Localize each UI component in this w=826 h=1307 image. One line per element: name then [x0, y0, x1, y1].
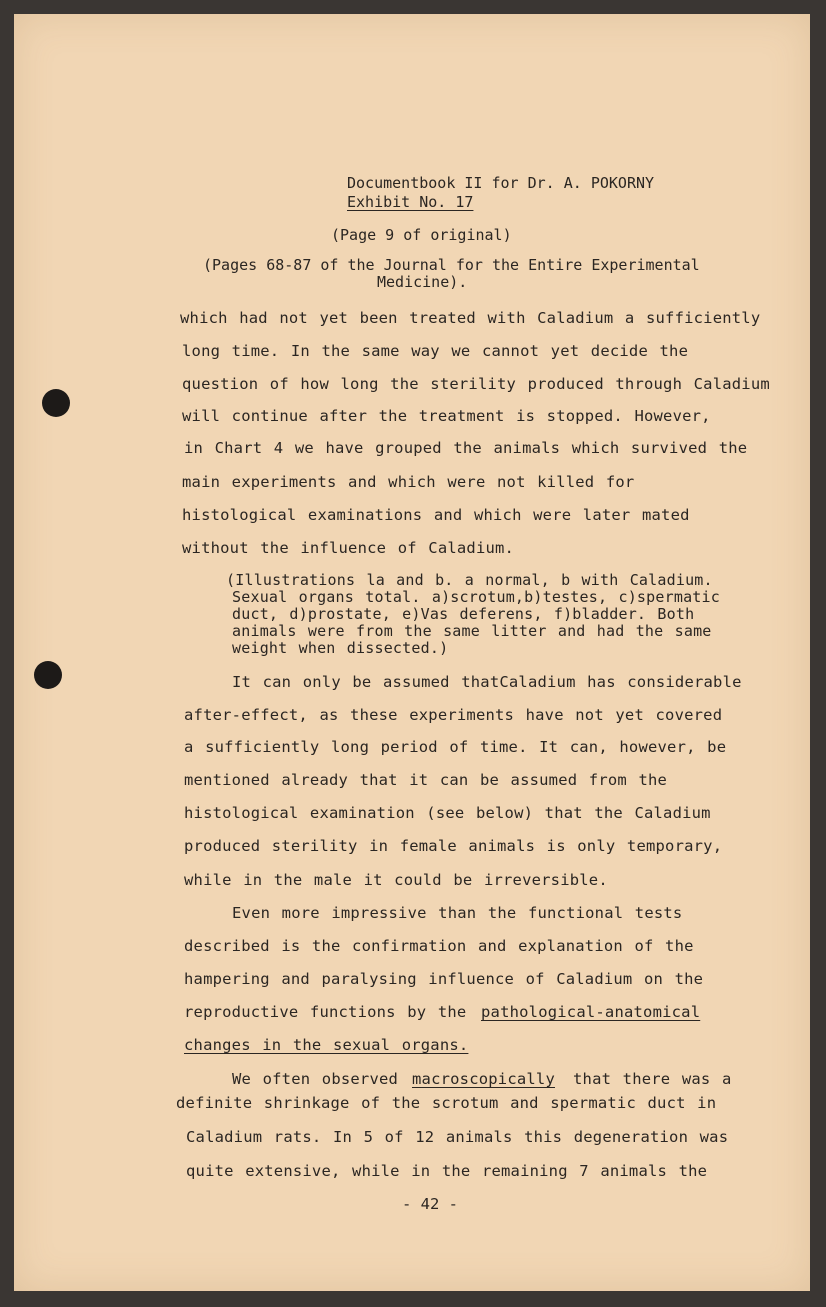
- source-line-1: (Pages 68-87 of the Journal for the Entire Experimental: [203, 256, 700, 274]
- text-line: reproductive functions by the: [184, 1003, 467, 1021]
- punch-hole-bottom: [34, 661, 62, 689]
- caption-line: animals were from the same litter and had the same: [232, 622, 712, 640]
- underlined-heading-end: changes in the sexual organs.: [184, 1036, 469, 1054]
- caption-line: weight when dissected.): [232, 639, 449, 657]
- text-line: It can only be assumed thatCaladium has considerable: [232, 673, 742, 691]
- text-line: histological examination (see below) that the Caladium: [184, 804, 711, 822]
- caption-line: Sexual organs total. a)scrotum,b)testes, c)spermatic: [232, 588, 720, 606]
- text-line: which had not yet been treated with Caladium a sufficiently: [180, 309, 761, 327]
- text-line: without the influence of Caladium.: [182, 539, 515, 557]
- text-line: main experiments and which were not killed for: [182, 473, 635, 491]
- text-line: after-effect, as these experiments have not yet covered: [184, 706, 723, 724]
- text-line: a sufficiently long period of time. It can, however, be: [184, 738, 727, 756]
- text-line: definite shrinkage of the scrotum and spermatic duct in: [176, 1094, 717, 1112]
- text-line: produced sterility in female animals is only temporary,: [184, 837, 723, 855]
- caption-line: (Illustrations la and b. a normal, b with Caladium.: [226, 571, 713, 589]
- exhibit-label: Exhibit No. 17: [347, 193, 474, 211]
- text-line: histological examinations and which were later mated: [182, 506, 690, 524]
- text-line: hampering and paralysing influence of Caladium on the: [184, 970, 704, 988]
- underlined-word: macroscopically: [412, 1070, 555, 1088]
- document-page: [14, 14, 810, 1291]
- page-number: - 42 -: [402, 1195, 458, 1213]
- text-line: described is the confirmation and explanation of the: [184, 937, 694, 955]
- text-line: mentioned already that it can be assumed from the: [184, 771, 668, 789]
- text-line: question of how long the sterility produced through Caladium: [182, 375, 770, 393]
- underlined-heading-part: pathological-anatomical: [481, 1003, 701, 1021]
- header-title: Documentbook II for Dr. A. POKORNY: [347, 174, 655, 192]
- text-line: Caladium rats. In 5 of 12 animals this degeneration was: [186, 1128, 729, 1146]
- text-line: Even more impressive than the functional tests: [232, 904, 683, 922]
- source-line-2: Medicine).: [377, 273, 468, 291]
- text-line: will continue after the treatment is stopped. However,: [182, 407, 711, 425]
- text-line: that there was a: [573, 1070, 732, 1088]
- text-line: long time. In the same way we cannot yet decide the: [182, 342, 689, 360]
- text-line: while in the male it could be irreversible.: [184, 871, 608, 889]
- page-reference: (Page 9 of original): [331, 226, 512, 244]
- text-line: in Chart 4 we have grouped the animals which survived the: [184, 439, 748, 457]
- text-line: quite extensive, while in the remaining 7 animals the: [186, 1162, 708, 1180]
- caption-line: duct, d)prostate, e)Vas deferens, f)bladder. Both: [232, 605, 695, 623]
- text-line: We often observed: [232, 1070, 399, 1088]
- punch-hole-top: [42, 389, 70, 417]
